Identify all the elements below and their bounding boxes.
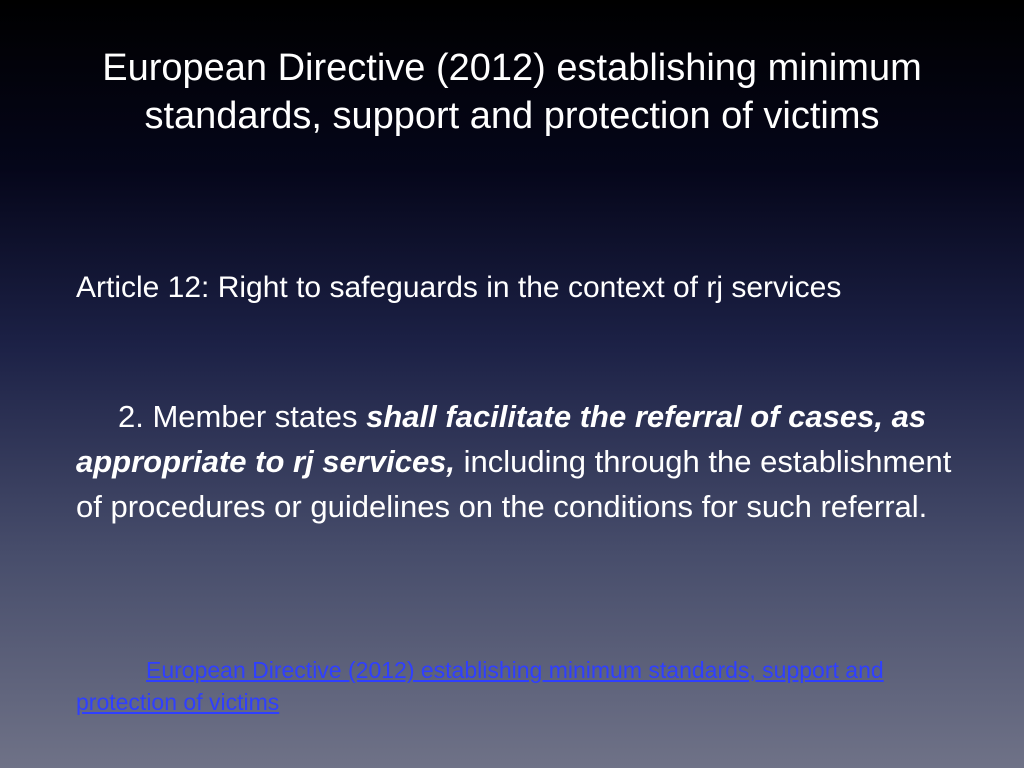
quote-emphasis: shall facilitate the referral of cases, as appropriate to rj services, [76,399,927,479]
quote-lead: 2. Member states [118,399,367,434]
directive-quote [76,394,956,529]
source-link[interactable]: European Directive (2012) establishing minimum standards, support and protection of victims [76,657,884,715]
source-reference [76,654,896,718]
article-heading: Article 12: Right to safeguards in the context of rj services [76,271,842,304]
quote-rest: including through the establishment of procedures or guidelines on the conditions for such referral. [76,444,952,524]
slide-title: European Directive (2012) establishing minimum standards, support and protection of victims [102,47,922,137]
